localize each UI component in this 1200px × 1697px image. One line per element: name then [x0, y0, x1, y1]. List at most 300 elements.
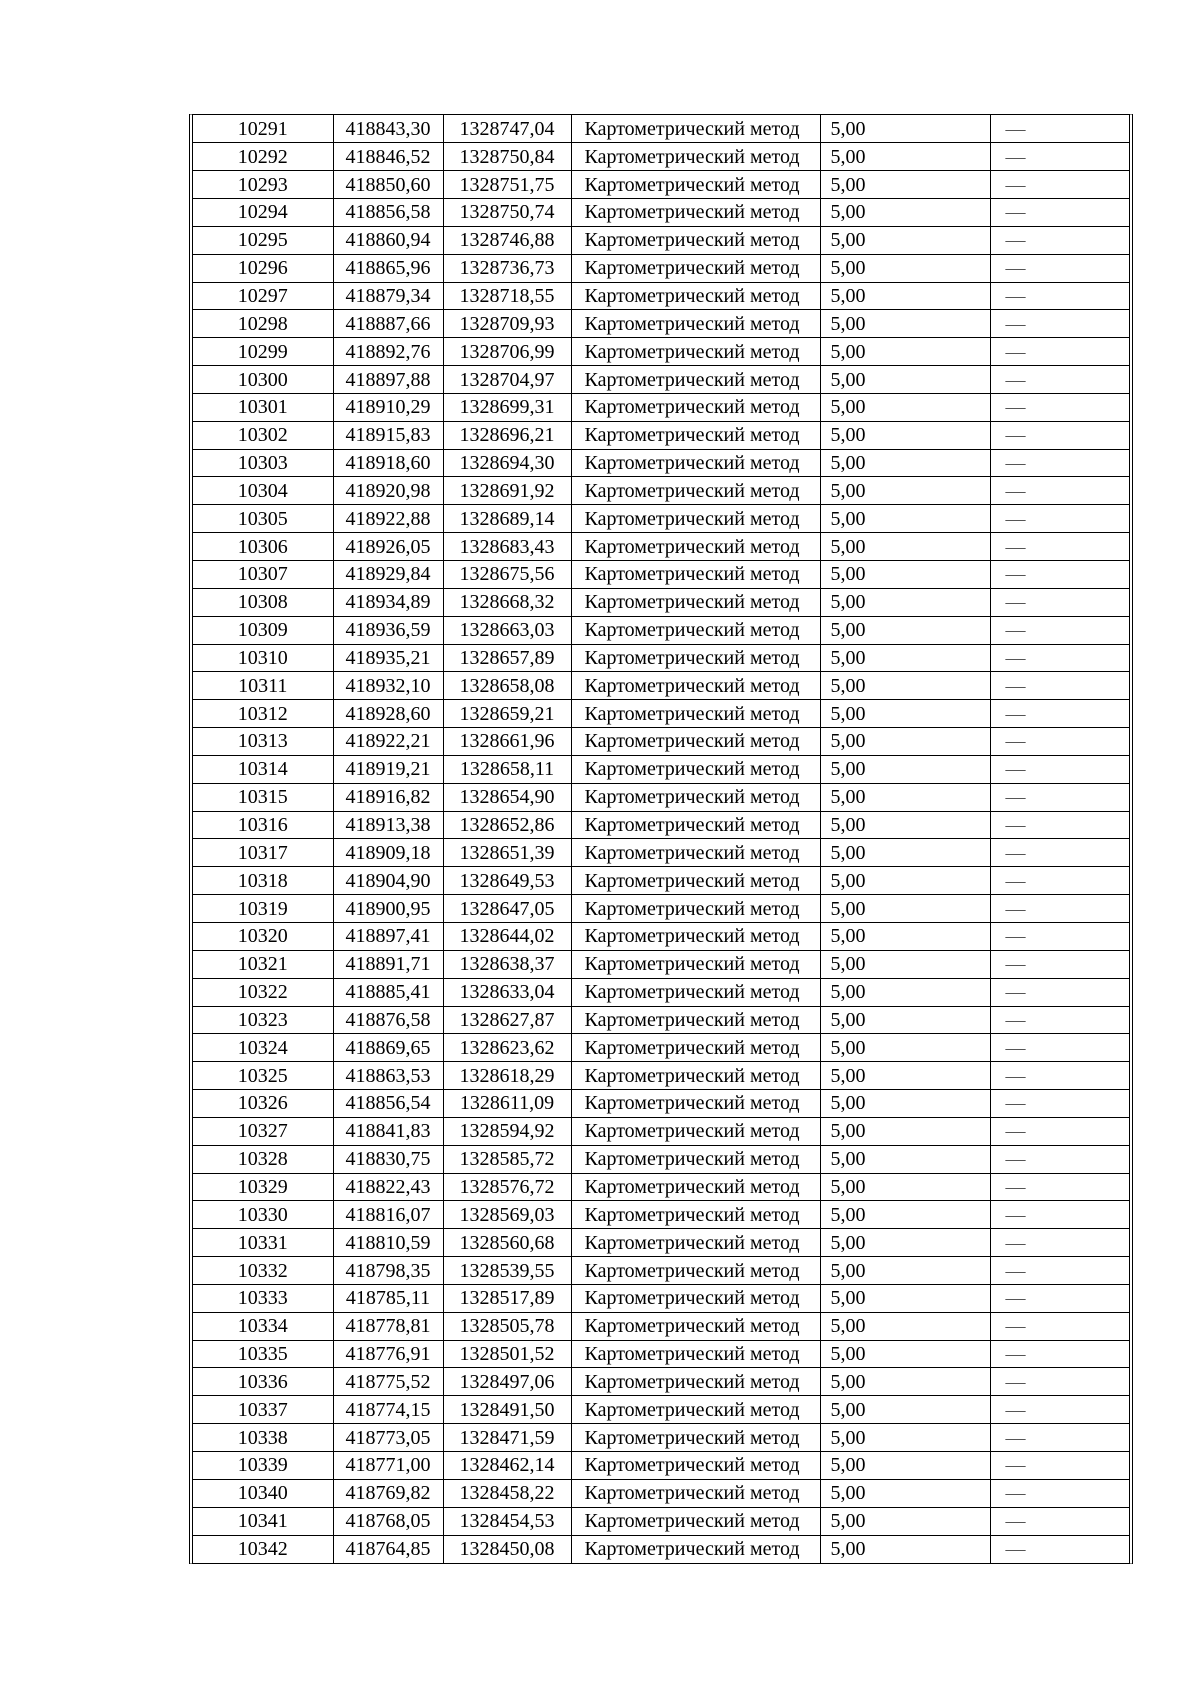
table-row: [193, 755, 1129, 783]
point-number: 10341: [193, 1507, 333, 1535]
coord-x: 418774,15: [333, 1396, 443, 1424]
coord-y: 1328471,59: [443, 1424, 571, 1452]
table-row: [193, 588, 1129, 616]
precision-cell: 5,00: [820, 171, 990, 199]
coord-y: 1328450,08: [443, 1535, 571, 1563]
note-cell: —: [990, 1340, 1129, 1368]
table-row: [193, 700, 1129, 728]
table-row: [193, 143, 1129, 171]
point-number: 10298: [193, 310, 333, 338]
method-cell: Картометрический метод: [571, 811, 820, 839]
point-number: 10316: [193, 811, 333, 839]
precision-cell: 5,00: [820, 978, 990, 1006]
point-number: 10318: [193, 867, 333, 895]
method-cell: Картометрический метод: [571, 115, 820, 143]
coord-y: 1328691,92: [443, 477, 571, 505]
note-cell: —: [990, 783, 1129, 811]
point-number: 10330: [193, 1201, 333, 1229]
coord-x: 418935,21: [333, 644, 443, 672]
point-number: 10293: [193, 171, 333, 199]
coord-y: 1328633,04: [443, 978, 571, 1006]
precision-cell: 5,00: [820, 1424, 990, 1452]
point-number: 10314: [193, 755, 333, 783]
note-cell: —: [990, 1034, 1129, 1062]
note-cell: —: [990, 867, 1129, 895]
note-cell: —: [990, 1312, 1129, 1340]
coord-x: 418919,21: [333, 755, 443, 783]
note-cell: —: [990, 1452, 1129, 1480]
note-cell: —: [990, 171, 1129, 199]
note-cell: —: [990, 1257, 1129, 1285]
point-number: 10335: [193, 1340, 333, 1368]
method-cell: Картометрический метод: [571, 310, 820, 338]
coord-x: 418771,00: [333, 1452, 443, 1480]
coord-y: 1328718,55: [443, 282, 571, 310]
note-cell: —: [990, 226, 1129, 254]
note-cell: —: [990, 1368, 1129, 1396]
method-cell: Картометрический метод: [571, 867, 820, 895]
point-number: 10305: [193, 505, 333, 533]
note-cell: —: [990, 811, 1129, 839]
coord-y: 1328611,09: [443, 1090, 571, 1118]
coord-y: 1328736,73: [443, 254, 571, 282]
method-cell: Картометрический метод: [571, 1090, 820, 1118]
coord-x: 418776,91: [333, 1340, 443, 1368]
coord-x: 418885,41: [333, 978, 443, 1006]
table-row: [193, 1507, 1129, 1535]
coord-y: 1328638,37: [443, 950, 571, 978]
precision-cell: 5,00: [820, 1479, 990, 1507]
table-row: [193, 561, 1129, 589]
coord-y: 1328699,31: [443, 393, 571, 421]
coord-y: 1328675,56: [443, 561, 571, 589]
note-cell: —: [990, 199, 1129, 227]
table-row: [193, 505, 1129, 533]
precision-cell: 5,00: [820, 1145, 990, 1173]
coord-y: 1328689,14: [443, 505, 571, 533]
coord-y: 1328659,21: [443, 700, 571, 728]
coord-y: 1328505,78: [443, 1312, 571, 1340]
coord-y: 1328627,87: [443, 1006, 571, 1034]
coord-y: 1328649,53: [443, 867, 571, 895]
method-cell: Картометрический метод: [571, 143, 820, 171]
point-number: 10308: [193, 588, 333, 616]
precision-cell: 5,00: [820, 199, 990, 227]
coord-x: 418892,76: [333, 338, 443, 366]
coord-x: 418856,54: [333, 1090, 443, 1118]
coord-x: 418869,65: [333, 1034, 443, 1062]
point-number: 10309: [193, 616, 333, 644]
point-number: 10296: [193, 254, 333, 282]
coord-x: 418897,41: [333, 922, 443, 950]
precision-cell: 5,00: [820, 310, 990, 338]
table-row: [193, 1006, 1129, 1034]
point-number: 10340: [193, 1479, 333, 1507]
precision-cell: 5,00: [820, 477, 990, 505]
coord-x: 418932,10: [333, 672, 443, 700]
table-row: [193, 477, 1129, 505]
point-number: 10324: [193, 1034, 333, 1062]
coord-y: 1328462,14: [443, 1452, 571, 1480]
table-row: [193, 1312, 1129, 1340]
table-row: [193, 1424, 1129, 1452]
coord-y: 1328644,02: [443, 922, 571, 950]
point-number: 10338: [193, 1424, 333, 1452]
method-cell: Картометрический метод: [571, 1173, 820, 1201]
point-number: 10313: [193, 728, 333, 756]
table-row: [193, 393, 1129, 421]
precision-cell: 5,00: [820, 1006, 990, 1034]
coord-x: 418785,11: [333, 1284, 443, 1312]
precision-cell: 5,00: [820, 1340, 990, 1368]
table-row: [193, 783, 1129, 811]
method-cell: Картометрический метод: [571, 254, 820, 282]
point-number: 10299: [193, 338, 333, 366]
point-number: 10304: [193, 477, 333, 505]
point-number: 10300: [193, 366, 333, 394]
table-row: [193, 839, 1129, 867]
table-row: [193, 310, 1129, 338]
precision-cell: 5,00: [820, 1257, 990, 1285]
method-cell: Картометрический метод: [571, 1507, 820, 1535]
note-cell: —: [990, 254, 1129, 282]
coord-x: 418920,98: [333, 477, 443, 505]
coord-x: 418913,38: [333, 811, 443, 839]
note-cell: —: [990, 1062, 1129, 1090]
coord-x: 418918,60: [333, 449, 443, 477]
table-row: [193, 1396, 1129, 1424]
point-number: 10306: [193, 533, 333, 561]
table-row: [193, 978, 1129, 1006]
precision-cell: 5,00: [820, 226, 990, 254]
note-cell: —: [990, 616, 1129, 644]
point-number: 10311: [193, 672, 333, 700]
precision-cell: 5,00: [820, 922, 990, 950]
table-row: [193, 171, 1129, 199]
coord-x: 418922,21: [333, 728, 443, 756]
method-cell: Картометрический метод: [571, 282, 820, 310]
note-cell: —: [990, 505, 1129, 533]
note-cell: —: [990, 1006, 1129, 1034]
note-cell: —: [990, 1424, 1129, 1452]
note-cell: —: [1005, 1538, 1026, 1561]
note-cell: —: [990, 839, 1129, 867]
coord-y: 1328517,89: [443, 1284, 571, 1312]
point-number: 10336: [193, 1368, 333, 1396]
coord-y: 1328652,86: [443, 811, 571, 839]
precision-cell: 5,00: [820, 1229, 990, 1257]
note-cell: —: [990, 561, 1129, 589]
table-row: [193, 1173, 1129, 1201]
coord-x: 418769,82: [333, 1479, 443, 1507]
method-cell: Картометрический метод: [571, 978, 820, 1006]
point-number: 10312: [193, 700, 333, 728]
method-cell: Картометрический метод: [571, 1284, 820, 1312]
coord-x: 418876,58: [333, 1006, 443, 1034]
point-number: 10334: [193, 1312, 333, 1340]
table-row: [193, 1535, 1129, 1563]
table-row: [193, 950, 1129, 978]
method-cell: Картометрический метод: [571, 1452, 820, 1480]
table-row: [193, 1452, 1129, 1480]
note-cell: —: [990, 895, 1129, 923]
precision-cell: 5,00: [820, 1312, 990, 1340]
precision-cell: 5,00: [820, 393, 990, 421]
coord-y: 1328696,21: [443, 421, 571, 449]
precision-cell: 5,00: [820, 254, 990, 282]
table-row: [193, 922, 1129, 950]
note-cell: —: [990, 115, 1129, 143]
coord-x: 418929,84: [333, 561, 443, 589]
coord-y: 1328576,72: [443, 1173, 571, 1201]
precision-cell: 5,00: [820, 1396, 990, 1424]
coord-x: 418900,95: [333, 895, 443, 923]
method-cell: Картометрический метод: [571, 1396, 820, 1424]
method-cell: Картометрический метод: [571, 922, 820, 950]
coord-y: 1328585,72: [443, 1145, 571, 1173]
precision-cell: 5,00: [820, 533, 990, 561]
method-cell: Картометрический метод: [571, 755, 820, 783]
table-row: [193, 1117, 1129, 1145]
method-cell: Картометрический метод: [571, 1312, 820, 1340]
method-cell: Картометрический метод: [571, 449, 820, 477]
table-row: [193, 1062, 1129, 1090]
table-row: [193, 254, 1129, 282]
precision-cell: 5,00: [820, 1368, 990, 1396]
point-number: 10294: [193, 199, 333, 227]
method-cell: Картометрический метод: [571, 1117, 820, 1145]
point-number: 10337: [193, 1396, 333, 1424]
method-cell: Картометрический метод: [571, 728, 820, 756]
table-row: [193, 1145, 1129, 1173]
point-number: 10291: [193, 115, 333, 143]
point-number: 10315: [193, 783, 333, 811]
method-cell: Картометрический метод: [571, 533, 820, 561]
note-cell: —: [990, 1284, 1129, 1312]
table-row: [193, 644, 1129, 672]
note-cell: —: [990, 1117, 1129, 1145]
note-cell: —: [990, 1145, 1129, 1173]
coord-y: 1328654,90: [443, 783, 571, 811]
method-cell: Картометрический метод: [571, 1229, 820, 1257]
coord-x: 418916,82: [333, 783, 443, 811]
note-cell: —: [990, 755, 1129, 783]
note-cell: —: [990, 421, 1129, 449]
note-cell: —: [990, 449, 1129, 477]
table-row: [193, 728, 1129, 756]
point-number: 10320: [193, 922, 333, 950]
note-cell: —: [990, 366, 1129, 394]
coord-y: 1328668,32: [443, 588, 571, 616]
precision-cell: 5,00: [820, 700, 990, 728]
coord-x: 418922,88: [333, 505, 443, 533]
coord-x: 418915,83: [333, 421, 443, 449]
table-row: [193, 199, 1129, 227]
method-cell: Картометрический метод: [571, 616, 820, 644]
method-cell: Картометрический метод: [571, 1006, 820, 1034]
coord-y: 1328539,55: [443, 1257, 571, 1285]
precision-cell: 5,00: [820, 561, 990, 589]
coord-x: 418860,94: [333, 226, 443, 254]
precision-cell: 5,00: [820, 1452, 990, 1480]
point-number: 10321: [193, 950, 333, 978]
point-number: 10325: [193, 1062, 333, 1090]
coord-y: 1328706,99: [443, 338, 571, 366]
point-number: 10317: [193, 839, 333, 867]
method-cell: Картометрический метод: [571, 672, 820, 700]
note-cell: —: [990, 338, 1129, 366]
point-number: 10342: [193, 1535, 333, 1563]
point-number: 10310: [193, 644, 333, 672]
note-cell: —: [990, 978, 1129, 1006]
method-cell: Картометрический метод: [571, 588, 820, 616]
coord-y: 1328594,92: [443, 1117, 571, 1145]
point-number: 10339: [193, 1452, 333, 1480]
note-cell: —: [990, 143, 1129, 171]
method-cell: Картометрический метод: [571, 839, 820, 867]
coord-y: 1328491,50: [443, 1396, 571, 1424]
point-number: 10328: [193, 1145, 333, 1173]
point-number: 10329: [193, 1173, 333, 1201]
point-number: 10302: [193, 421, 333, 449]
coord-y: 1328750,74: [443, 199, 571, 227]
table-row: [193, 672, 1129, 700]
note-cell: —: [990, 950, 1129, 978]
precision-cell: 5,00: [820, 1507, 990, 1535]
point-number: 10303: [193, 449, 333, 477]
point-number: 10326: [193, 1090, 333, 1118]
point-number: 10307: [193, 561, 333, 589]
coord-x: 418810,59: [333, 1229, 443, 1257]
point-number: 10322: [193, 978, 333, 1006]
table-row: [193, 867, 1129, 895]
method-cell: Картометрический метод: [571, 561, 820, 589]
note-cell: —: [990, 922, 1129, 950]
precision-cell: 5,00: [820, 449, 990, 477]
coord-y: 1328694,30: [443, 449, 571, 477]
precision-cell: 5,00: [820, 1535, 990, 1563]
table-row: [193, 533, 1129, 561]
precision-cell: 5,00: [820, 115, 990, 143]
precision-cell: 5,00: [820, 783, 990, 811]
method-cell: Картометрический метод: [571, 1479, 820, 1507]
coord-y: 1328751,75: [443, 171, 571, 199]
coord-y: 1328747,04: [443, 115, 571, 143]
coord-x: 418865,96: [333, 254, 443, 282]
note-cell: —: [990, 728, 1129, 756]
precision-cell: 5,00: [820, 811, 990, 839]
note-cell: —: [990, 477, 1129, 505]
point-number: 10327: [193, 1117, 333, 1145]
coord-x: 418850,60: [333, 171, 443, 199]
method-cell: Картометрический метод: [571, 700, 820, 728]
method-cell: Картометрический метод: [571, 1535, 820, 1563]
coordinates-table-frame: [189, 114, 1133, 1564]
table-row: [193, 1090, 1129, 1118]
method-cell: Картометрический метод: [571, 171, 820, 199]
coord-y: 1328497,06: [443, 1368, 571, 1396]
coord-y: 1328658,08: [443, 672, 571, 700]
method-cell: Картометрический метод: [571, 1201, 820, 1229]
method-cell: Картометрический метод: [571, 783, 820, 811]
table-row: [193, 616, 1129, 644]
point-number: 10319: [193, 895, 333, 923]
table-row: [193, 338, 1129, 366]
coord-y: 1328569,03: [443, 1201, 571, 1229]
method-cell: Картометрический метод: [571, 1424, 820, 1452]
note-cell: —: [990, 1507, 1129, 1535]
table-body: [193, 115, 1129, 1563]
coord-y: 1328658,11: [443, 755, 571, 783]
precision-cell: 5,00: [820, 616, 990, 644]
coord-y: 1328560,68: [443, 1229, 571, 1257]
point-number: 10292: [193, 143, 333, 171]
method-cell: Картометрический метод: [571, 505, 820, 533]
precision-cell: 5,00: [820, 728, 990, 756]
table-row: [193, 1229, 1129, 1257]
precision-cell: 5,00: [820, 672, 990, 700]
precision-cell: 5,00: [820, 421, 990, 449]
method-cell: Картометрический метод: [571, 1145, 820, 1173]
method-cell: Картометрический метод: [571, 1062, 820, 1090]
coord-x: 418822,43: [333, 1173, 443, 1201]
precision-cell: 5,00: [820, 1173, 990, 1201]
coord-x: 418843,30: [333, 115, 443, 143]
method-cell: Картометрический метод: [571, 895, 820, 923]
precision-cell: 5,00: [820, 338, 990, 366]
note-cell: —: [990, 588, 1129, 616]
method-cell: Картометрический метод: [571, 644, 820, 672]
precision-cell: 5,00: [820, 1034, 990, 1062]
coord-y: 1328746,88: [443, 226, 571, 254]
coord-x: 418775,52: [333, 1368, 443, 1396]
coord-x: 418798,35: [333, 1257, 443, 1285]
point-number: 10323: [193, 1006, 333, 1034]
coord-x: 418773,05: [333, 1424, 443, 1452]
coord-y: 1328501,52: [443, 1340, 571, 1368]
precision-cell: 5,00: [820, 867, 990, 895]
coord-y: 1328454,53: [443, 1507, 571, 1535]
note-cell: —: [990, 393, 1129, 421]
note-cell: —: [990, 644, 1129, 672]
coord-x: 418891,71: [333, 950, 443, 978]
method-cell: Картометрический метод: [571, 199, 820, 227]
table-row: [193, 811, 1129, 839]
table-row: [193, 1034, 1129, 1062]
method-cell: Картометрический метод: [571, 1340, 820, 1368]
method-cell: Картометрический метод: [571, 477, 820, 505]
coord-x: 418909,18: [333, 839, 443, 867]
precision-cell: 5,00: [820, 895, 990, 923]
coord-y: 1328663,03: [443, 616, 571, 644]
coord-x: 418910,29: [333, 393, 443, 421]
note-cell: —: [990, 1090, 1129, 1118]
coord-y: 1328647,05: [443, 895, 571, 923]
point-number: 10297: [193, 282, 333, 310]
method-cell: Картометрический метод: [571, 338, 820, 366]
coord-x: 418816,07: [333, 1201, 443, 1229]
table-row: [193, 1284, 1129, 1312]
coord-x: 418904,90: [333, 867, 443, 895]
coordinates-table: [193, 115, 1129, 1563]
precision-cell: 5,00: [820, 505, 990, 533]
point-number: 10295: [193, 226, 333, 254]
method-cell: Картометрический метод: [571, 1257, 820, 1285]
coord-x: 418887,66: [333, 310, 443, 338]
coord-y: 1328750,84: [443, 143, 571, 171]
table-row: [193, 366, 1129, 394]
coord-x: 418830,75: [333, 1145, 443, 1173]
